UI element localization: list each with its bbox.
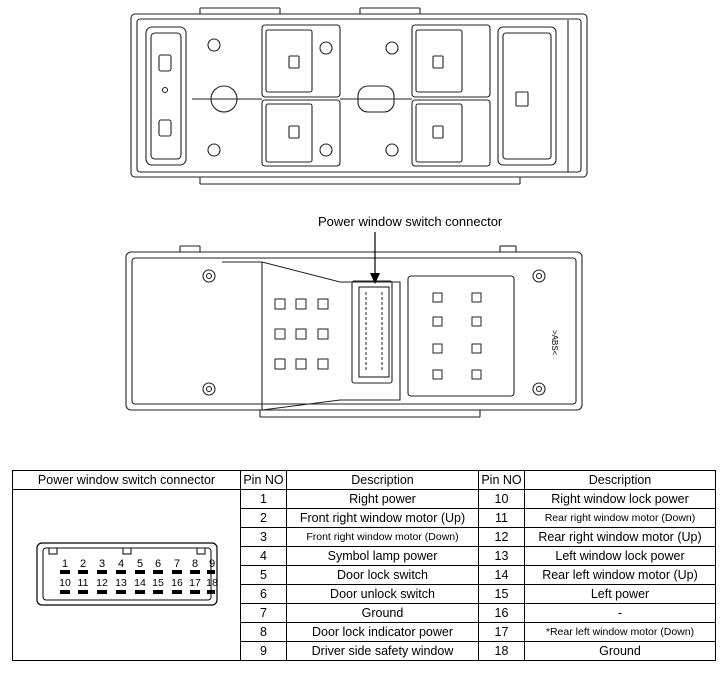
pin-description: Right window lock power xyxy=(525,490,716,509)
pin-description: Door lock indicator power xyxy=(287,623,479,642)
pin-number: 13 xyxy=(479,547,525,566)
pin-15-label: 15 xyxy=(151,577,164,589)
pin-4-label: 4 xyxy=(117,558,124,570)
pin-6-label: 6 xyxy=(154,558,161,570)
pin-number: 2 xyxy=(241,509,287,528)
switch-bottom-view xyxy=(126,246,582,417)
pin-description: Rear right window motor (Up) xyxy=(525,528,716,547)
connector-callout-label: Power window switch connector xyxy=(318,214,503,229)
pin-3-label: 3 xyxy=(98,558,105,570)
pin-12-label: 12 xyxy=(95,577,108,589)
pin-number: 3 xyxy=(241,528,287,547)
pin-number: 1 xyxy=(241,490,287,509)
pin-5-label: 5 xyxy=(136,558,143,570)
pin-no-header-a: Pin NO xyxy=(241,471,287,490)
pin-description: Left window lock power xyxy=(525,547,716,566)
pin-number: 16 xyxy=(479,604,525,623)
pin-number: 8 xyxy=(241,623,287,642)
pin-2-label: 2 xyxy=(79,558,86,570)
pin-slots-top xyxy=(60,570,215,574)
pin-description: Ground xyxy=(525,642,716,661)
pin-description: Right power xyxy=(287,490,479,509)
pin-no-header-b: Pin NO xyxy=(479,471,525,490)
pin-number: 7 xyxy=(241,604,287,623)
connector-header: Power window switch connector xyxy=(13,471,241,490)
pin-number: 6 xyxy=(241,585,287,604)
pin-description: Ground xyxy=(287,604,479,623)
abs-side-mark: >ABS< xyxy=(550,330,559,356)
pin-10-label: 10 xyxy=(58,577,71,589)
switch-top-view xyxy=(131,8,587,184)
pin-number: 5 xyxy=(241,566,287,585)
pin-labels-top-row xyxy=(61,558,214,570)
pin-description: Door unlock switch xyxy=(287,585,479,604)
pin-11-label: 11 xyxy=(77,577,88,589)
pin-9-label: 9 xyxy=(208,558,215,570)
pin-number: 4 xyxy=(241,547,287,566)
pin-number: 17 xyxy=(479,623,525,642)
pin-18-label: 18 xyxy=(205,577,218,589)
connector-face-cell xyxy=(13,490,241,661)
pin-slots-bottom xyxy=(60,590,215,594)
pin-number: 10 xyxy=(479,490,525,509)
pin-description: Driver side safety window xyxy=(287,642,479,661)
pin-table xyxy=(12,470,716,661)
table-row xyxy=(13,490,716,509)
pin-description: Symbol lamp power xyxy=(287,547,479,566)
pin-description: Left power xyxy=(525,585,716,604)
pin-number: 14 xyxy=(479,566,525,585)
description-header-b: Description xyxy=(525,471,716,490)
pin-8-label: 8 xyxy=(191,558,198,570)
pin-number: 11 xyxy=(479,509,525,528)
connector-face-diagram xyxy=(27,537,227,613)
pin-17-label: 17 xyxy=(188,577,201,589)
pin-number: 12 xyxy=(479,528,525,547)
pin-14-label: 14 xyxy=(133,577,146,589)
pin-description: Front right window motor (Down) xyxy=(287,528,479,547)
pin-description: Rear right window motor (Down) xyxy=(525,509,716,528)
pin-labels-bottom-row xyxy=(59,577,218,589)
description-header-a: Description xyxy=(287,471,479,490)
pin-description: Front right window motor (Up) xyxy=(287,509,479,528)
pin-number: 15 xyxy=(479,585,525,604)
pin-description: - xyxy=(525,604,716,623)
pin-number: 9 xyxy=(241,642,287,661)
table-header-row xyxy=(13,471,716,490)
pin-number: 18 xyxy=(479,642,525,661)
pin-description: Rear left window motor (Up) xyxy=(525,566,716,585)
pin-16-label: 16 xyxy=(170,577,183,589)
pin-7-label: 7 xyxy=(173,558,180,570)
pin-description: *Rear left window motor (Down) xyxy=(525,623,716,642)
pin-1-label: 1 xyxy=(61,558,68,570)
pin-description: Door lock switch xyxy=(287,566,479,585)
pin-13-label: 13 xyxy=(114,577,127,589)
